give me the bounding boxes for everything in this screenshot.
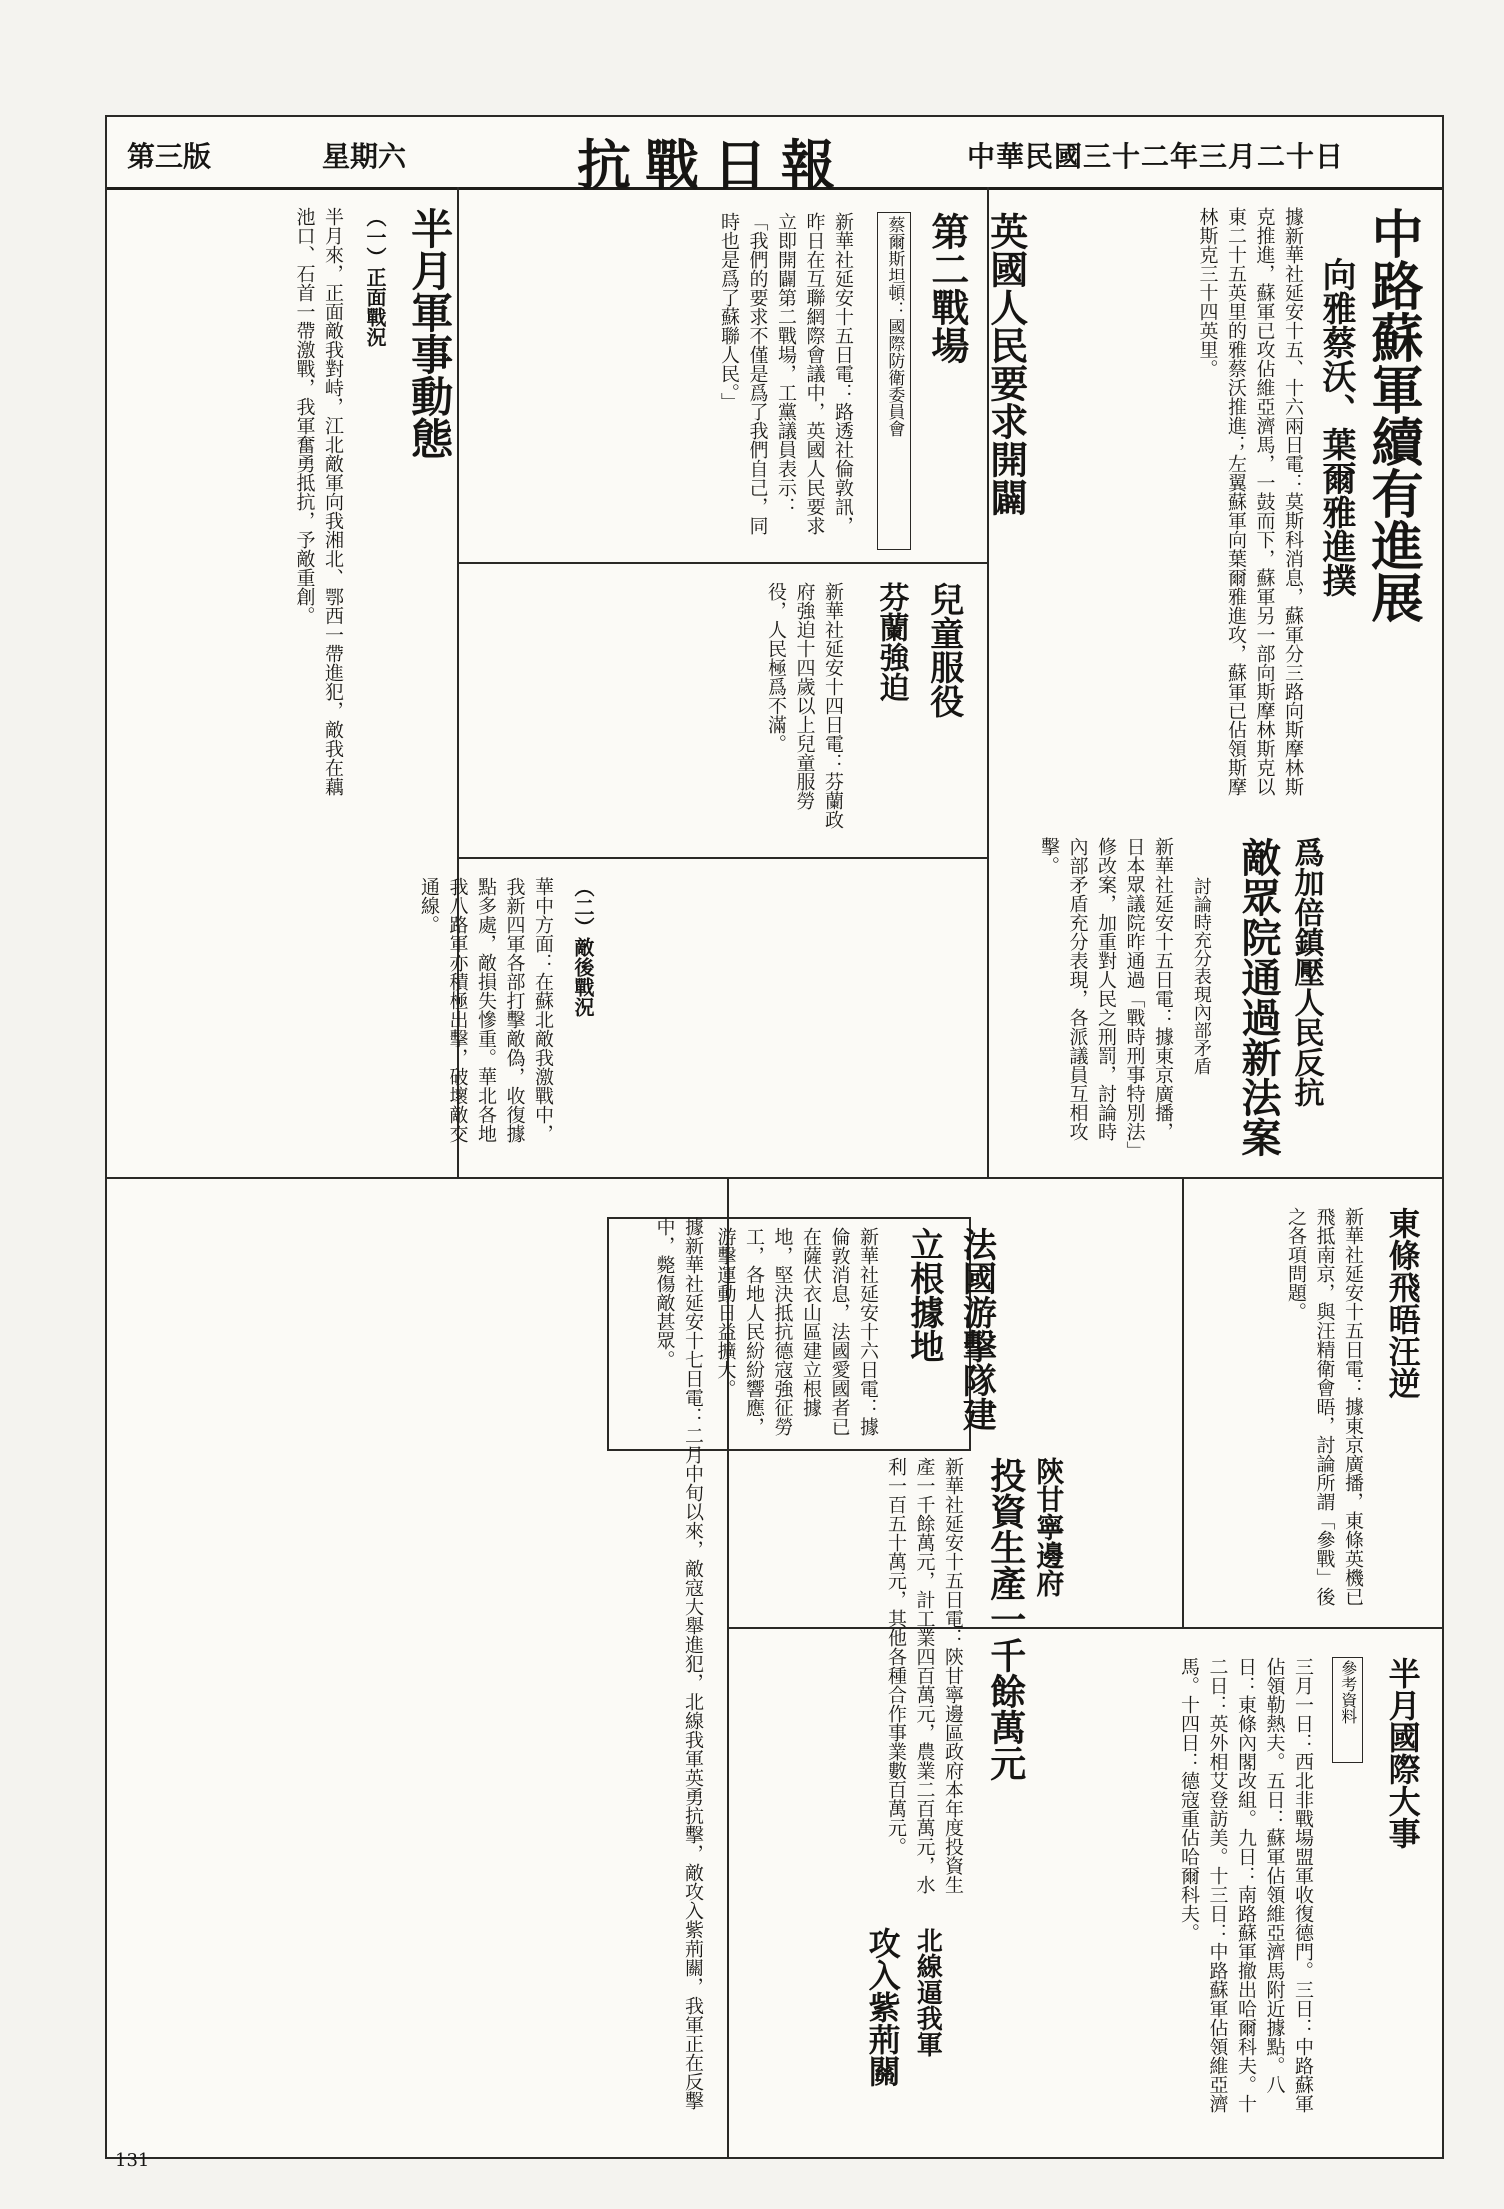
jingmen-body: 據新華社延安十七日電：二月中旬以來，敵寇大舉進犯，北線我軍英勇抗擊，敵攻入紫荊關，我軍正在反擊中，斃傷敵甚眾。 — [653, 1217, 704, 2110]
guerrilla-headline: 法國游擊隊建立根據地 — [903, 1227, 997, 1431]
section-divider — [107, 1177, 1442, 1179]
soviet-subhead: 向雅蔡沃、葉爾雅進撲 — [1316, 257, 1356, 597]
section-divider — [457, 562, 987, 564]
law-subhead: 爲加倍鎮壓人民反抗 — [1288, 837, 1324, 1107]
section-divider — [457, 857, 987, 859]
intl-tag: 參考資料 — [1332, 1657, 1363, 1763]
jingmen-headline: 攻入紫荊關 — [863, 1927, 902, 2087]
page-number: 131 — [115, 2150, 150, 2171]
britain-headline: 英國人民要求開闢第二戰場 — [924, 212, 1029, 516]
britain-note: 蔡爾斯坦頓：國際防衛委員會 — [877, 212, 911, 550]
military-body-1: 半月來，正面敵我對峙，江北敵軍向我湘北、鄂西一帶進犯，敵我在藕池口、石首一帶激戰，我軍奮勇抵抗，予敵重創。 — [293, 207, 344, 796]
soviet-body: 據新華社延安十五、十六兩日電：莫斯科消息，蘇軍分三路向斯摩林斯克推進，蘇軍已攻佔維亞濟馬，一鼓而下，蘇軍另一部向斯摩林斯克以東二十五英里的雅蔡沃推進；左翼蘇軍向葉爾雅進攻，蘇軍已佔領斯摩林斯克三十四英里。 — [1196, 207, 1304, 796]
children-headline: 兒童服役 — [923, 582, 964, 718]
intl-headline: 半月國際大事 — [1383, 1657, 1422, 1849]
military-headline: 半月軍事動態 — [405, 207, 455, 459]
tojo-body: 新華社延安十五日電：據東京廣播，東條英機已飛抵南京，與汪精衛會晤，討論所謂「參戰」後之各項問題。 — [1285, 1207, 1364, 1606]
britain-body: 新華社延安十五日電：路透社倫敦訊，昨日在互聯網際會議中，英國人民要求立即開闢第二戰場，工黨議員表示：「我們的要求不僅是爲了我們自己，同時也是爲了蘇聯人民。」 — [718, 212, 854, 535]
military-section-2: （二）敵後戰況 — [571, 877, 595, 1017]
column-divider — [1182, 1177, 1184, 1627]
military-section-1: （一）正面戰況 — [363, 207, 387, 347]
intl-body: 三月一日：西北非戰場盟軍收復德門。三日：中路蘇軍佔領勒熱夫。五日：蘇軍佔領維亞濟馬附近據點。八日：東條內閣改組。九日：南路蘇軍撤出哈爾科夫。十二日：英外相艾登訪美。十三日：中路蘇軍佔領維亞濟馬。十四日：德寇重佔哈爾科夫。 — [1178, 1657, 1314, 2113]
publication-date: 中華民國三十二年三月二十日 — [967, 140, 1345, 173]
soviet-headline: 中路蘇軍續有進展 — [1362, 207, 1423, 623]
military-body-2: 華中方面：在蘇北敵我激戰中，我新四軍各部打擊敵偽，收復據點多處，敵損失慘重。華北各地我八路軍亦積極出擊，破壞敵交通線。 — [418, 877, 554, 1143]
jingmen-subhead: 北線逼我軍 — [912, 1927, 943, 2057]
law-headline: 敵眾院通過新法案 — [1235, 837, 1282, 1157]
masthead — [107, 117, 1442, 197]
border-body: 新華社延安十五日電：陝甘寧邊區政府本年度投資生產一千餘萬元，計工業四百萬元，農業二百萬元，水利一百五十萬元，其他各種合作事業數百萬元。 — [885, 1457, 964, 1894]
newspaper-page — [105, 115, 1444, 2159]
border-headline: 投資生產一千餘萬元 — [984, 1457, 1027, 1781]
newspaper-title: 抗戰日報 — [577, 133, 849, 197]
weekday-label: 星期六 — [322, 140, 407, 173]
children-subhead: 芬蘭強迫 — [873, 582, 909, 702]
law-body: 新華社延安十五日電：據東京廣播，日本眾議院昨通過「戰時刑事特別法」修改案，加重對人民之刑罰，討論時內部矛盾充分表現，各派議員互相攻擊。 — [1038, 837, 1174, 1151]
guerrilla-body: 新華社延安十六日電：據倫敦消息，法國愛國者已在薩伏衣山區建立根據地，堅決抵抗德寇強征勞工，各地人民紛紛響應，游擊運動日益擴大。 — [714, 1227, 879, 1436]
law-note: 討論時充分表現內部矛盾 — [1190, 877, 1212, 1075]
border-subhead: 陝甘寧邊府 — [1032, 1457, 1066, 1597]
issue-label: 第三版 — [127, 140, 212, 173]
tojo-headline: 東條飛晤汪逆 — [1383, 1207, 1422, 1399]
children-body: 新華社延安十四日電：芬蘭政府強迫十四歲以上兒童服勞役，人民極爲不滿。 — [765, 582, 844, 829]
